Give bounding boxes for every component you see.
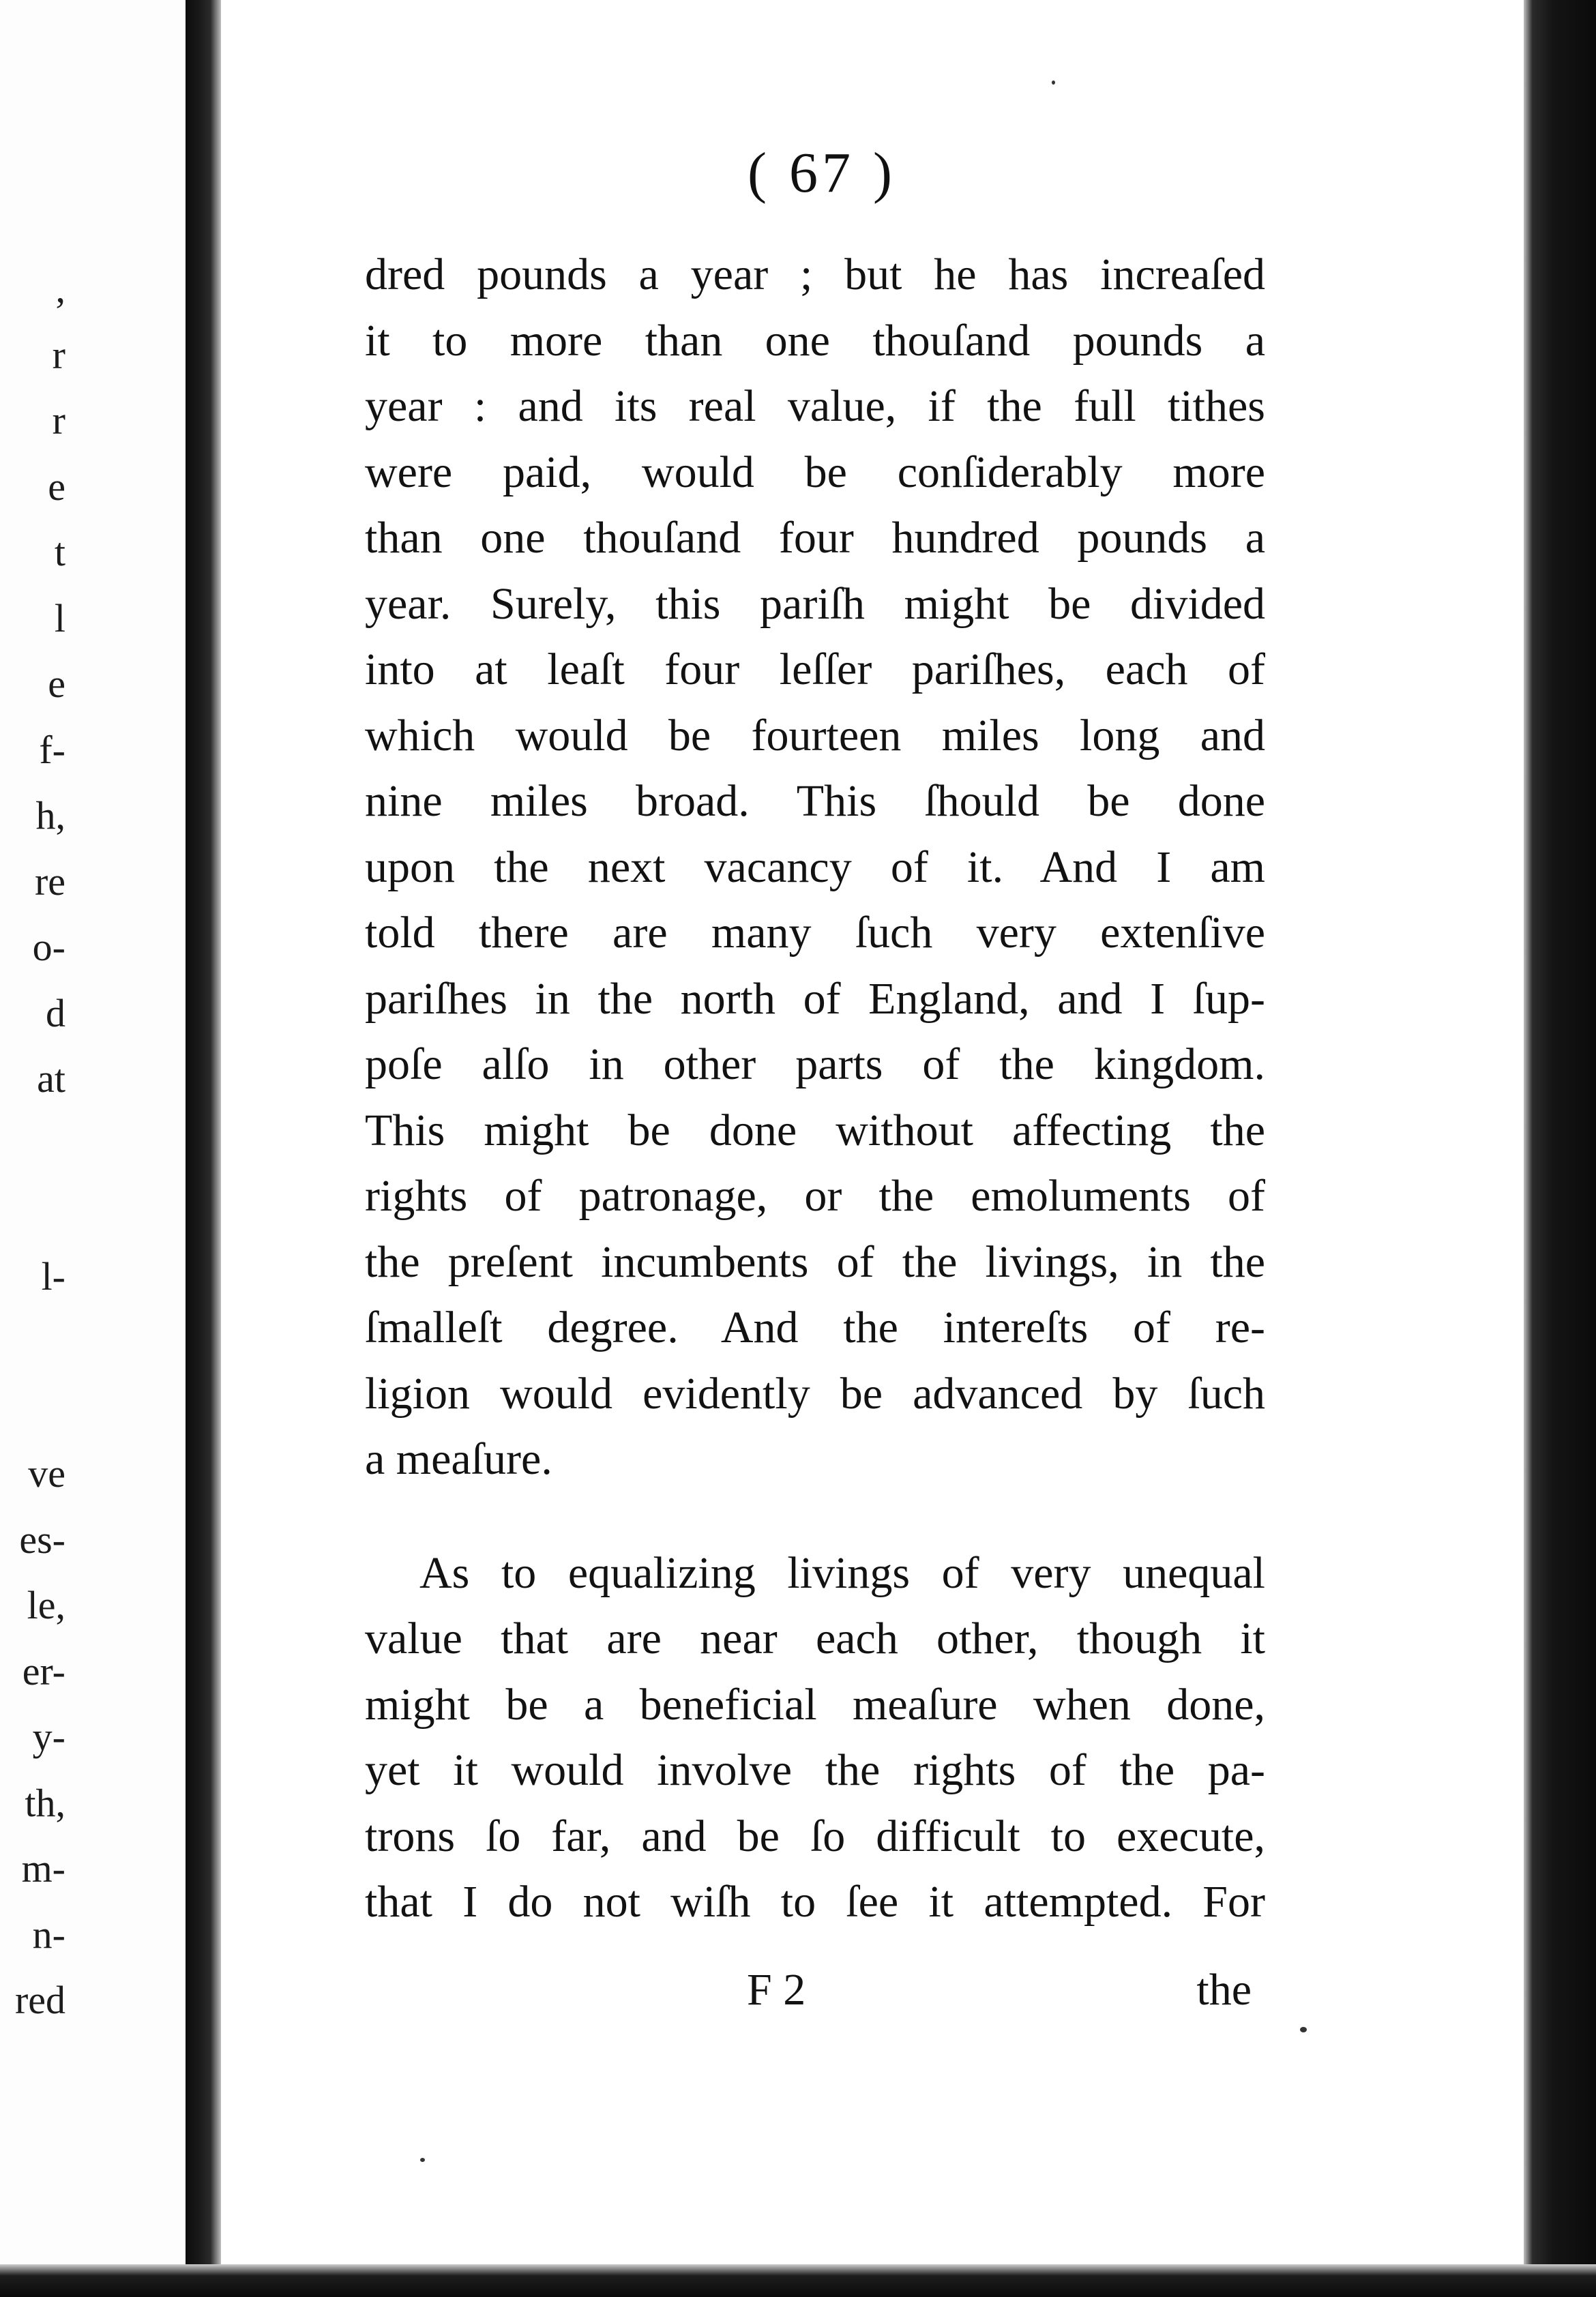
facing-line-fragment: o- — [32, 925, 65, 969]
text-line: trons ſo far, and be ſo difficult to execute, — [365, 1811, 1265, 1861]
facing-line-fragment: m- — [21, 1846, 65, 1891]
facing-line-fragment: f- — [39, 727, 65, 772]
facing-line-fragment: y- — [32, 1715, 65, 1759]
facing-line-fragment: h, — [35, 793, 65, 838]
facing-line-fragment: d — [46, 990, 65, 1035]
facing-line-fragment: re — [34, 859, 65, 904]
text-line: This might be done without affecting the — [365, 1105, 1265, 1155]
text-line: which would be fourteen miles long and — [365, 710, 1265, 760]
page-edge-right — [1524, 0, 1596, 2297]
text-line: pariſhes in the north of England, and I ſup- — [365, 973, 1265, 1024]
text-line: rights of patronage, or the emoluments of — [365, 1171, 1265, 1221]
ink-speck — [420, 2158, 425, 2162]
binding-gutter — [186, 0, 221, 2297]
text-line: ſmalleſt degree. And the intereſts of re- — [365, 1303, 1265, 1352]
text-line: nine miles broad. This ſhould be done — [365, 776, 1265, 826]
facing-page-left — [0, 0, 186, 2264]
text-line: it to more than one thouſand pounds a — [365, 315, 1265, 366]
paragraph-break — [365, 1493, 1265, 1541]
ink-speck — [1300, 2027, 1307, 2032]
page-edge-bottom — [0, 2264, 1596, 2297]
text-line: year : and its real value, if the full tithes — [365, 381, 1265, 431]
page-number: ( 67 ) — [748, 141, 896, 205]
facing-line-fragment: e — [48, 464, 65, 509]
text-line: might be a beneficial meaſure when done, — [365, 1679, 1265, 1730]
text-line: that I do not wiſh to ſee it attempted. For — [365, 1877, 1265, 1927]
text-line: ligion would evidently be advanced by ſuch — [365, 1368, 1265, 1419]
facing-line-fragment: e — [48, 662, 65, 706]
body-text — [365, 242, 1265, 1936]
paragraph-1 — [365, 242, 1265, 1493]
facing-line-fragment: red — [14, 1978, 65, 2022]
text-line: value that are near each other, though it — [365, 1614, 1265, 1663]
facing-line-fragment: l- — [41, 1254, 65, 1299]
text-line: a meaſure. — [365, 1434, 552, 1484]
text-line: As to equalizing livings of very unequal — [419, 1547, 1265, 1598]
text-line: told there are many ſuch very extenſive — [365, 908, 1265, 958]
facing-line-fragment: er- — [22, 1648, 65, 1693]
ink-speck — [1052, 80, 1055, 85]
text-line: into at leaſt four leſſer pariſhes, each of — [365, 644, 1265, 694]
facing-line-fragment: th, — [25, 1780, 65, 1825]
paragraph-2 — [365, 1541, 1265, 1936]
facing-line-fragment: l — [54, 595, 65, 640]
text-line: yet it would involve the rights of the pa- — [365, 1745, 1265, 1795]
facing-line-fragment: es- — [19, 1517, 65, 1562]
text-line: dred pounds a year ; but he has increaſed — [365, 250, 1265, 299]
text-line: the preſent incumbents of the livings, in the — [365, 1236, 1265, 1287]
text-line: were paid, would be conſiderably more — [365, 447, 1265, 497]
text-line: poſe alſo in other parts of the kingdom. — [365, 1039, 1265, 1089]
facing-line-fragment: , — [55, 267, 65, 311]
catchword: the — [1196, 1965, 1252, 2015]
facing-line-fragment: n- — [32, 1912, 65, 1957]
text-line: year. Surely, this pariſh might be divided — [365, 578, 1265, 629]
facing-line-fragment: r — [52, 332, 65, 377]
facing-line-fragment: t — [54, 530, 65, 574]
text-line: upon the next vacancy of it. And I am — [365, 842, 1265, 892]
facing-line-fragment: le, — [27, 1583, 65, 1627]
facing-line-fragment: ve — [28, 1451, 65, 1496]
facing-line-fragment: at — [37, 1056, 65, 1101]
signature-mark: F 2 — [747, 1965, 806, 2015]
text-line: than one thouſand four hundred pounds a — [365, 513, 1265, 563]
facing-line-fragment: r — [52, 398, 65, 443]
page-footer — [365, 1964, 1265, 2026]
